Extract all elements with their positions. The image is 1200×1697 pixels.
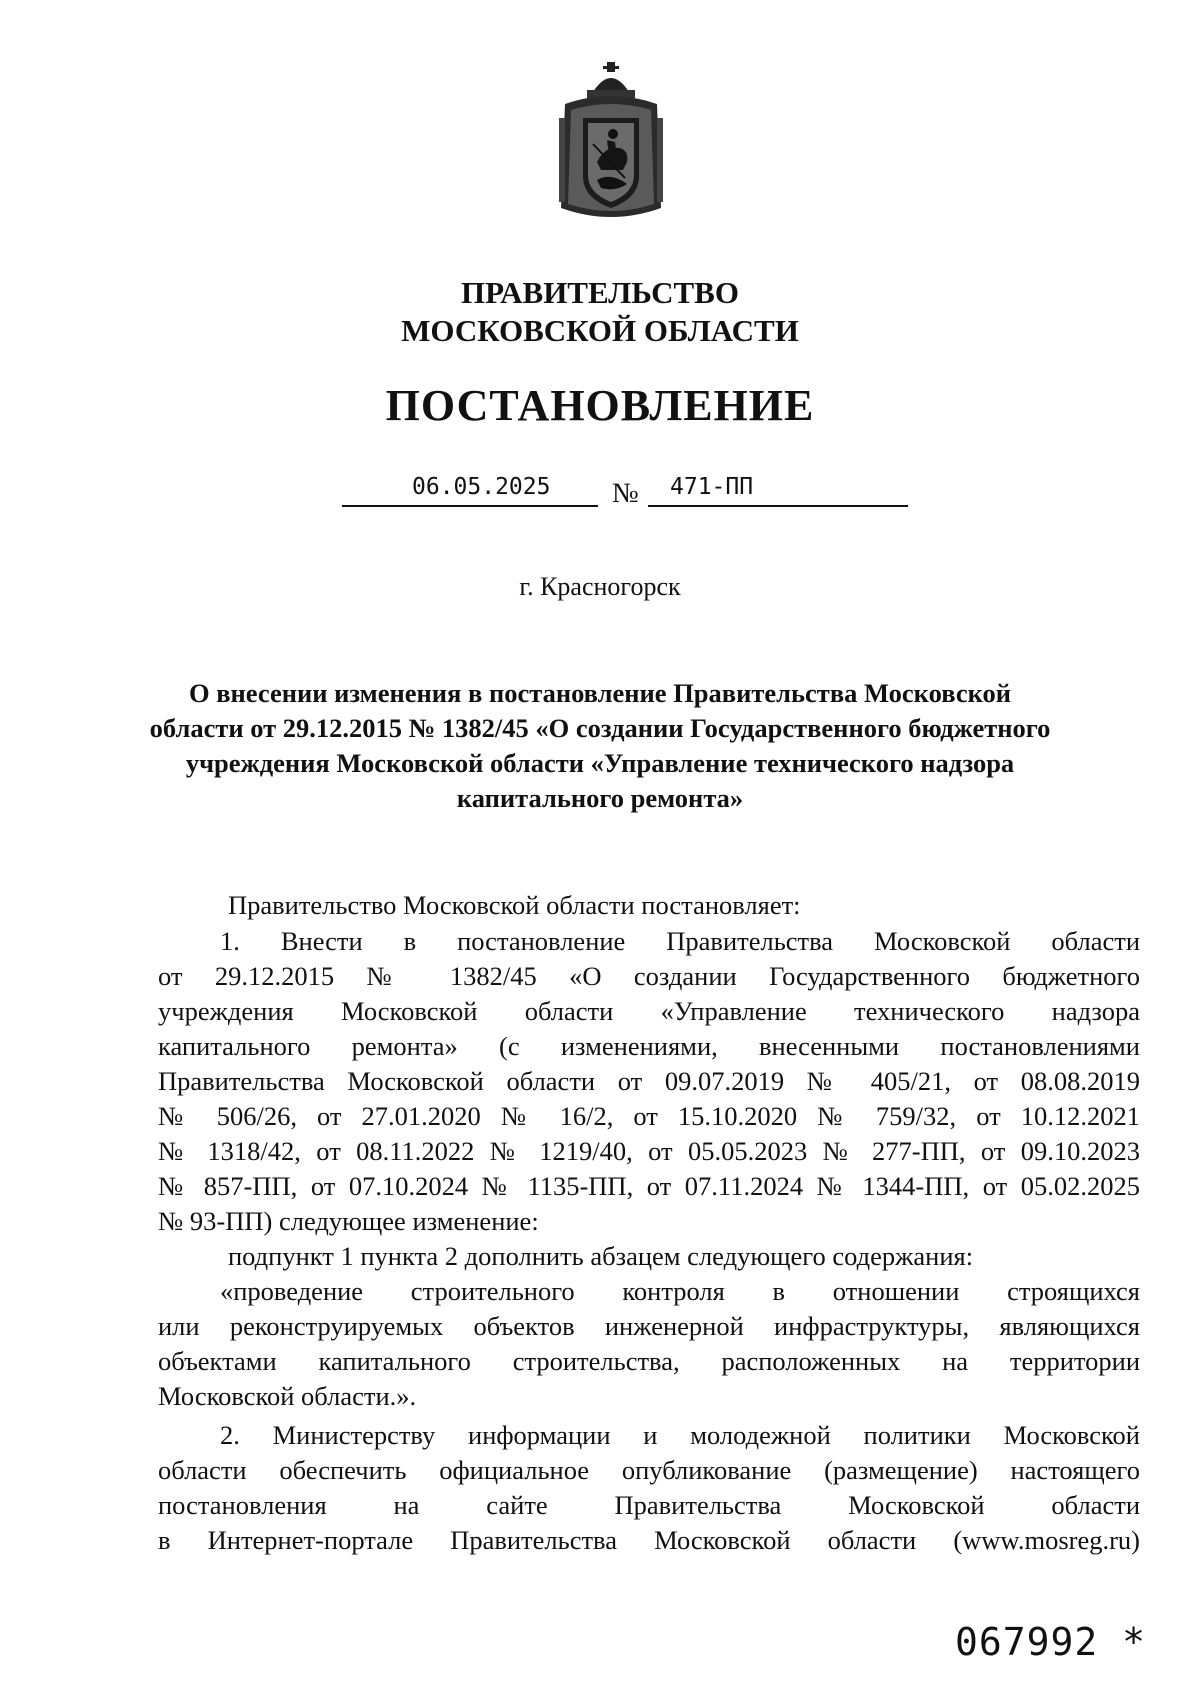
body-line: учреждения Московской области «Управление технического надзора	[158, 996, 1140, 1026]
body-line: объектами капитального строительства, расположенных на территории	[158, 1346, 1140, 1376]
city-name: г. Красногорск	[519, 572, 681, 601]
body-line: № 506/26, от 27.01.2020 № 16/2, от 15.10.2020 № 759/32, от 10.12.2021	[158, 1101, 1140, 1131]
document-number: 471-ПП	[670, 474, 754, 500]
org-name-line1: ПРАВИТЕЛЬСТВО	[461, 275, 739, 310]
body-line: «проведение строительного контроля в отношении строящихся	[220, 1276, 1140, 1306]
body-line: № 1318/42, от 08.11.2022 № 1219/40, от 05.05.2023 № 277-ПП, от 09.10.2023	[158, 1136, 1140, 1166]
number-underline	[648, 505, 908, 507]
document-title-line: учреждения Московской области «Управление технического надзора	[185, 748, 1015, 778]
body-line: № 93-ПП) следующее изменение:	[158, 1206, 539, 1236]
body-line: Московской области.».	[158, 1381, 417, 1411]
body-line: № 857-ПП, от 07.10.2024 № 1135-ПП, от 07.11.2024 № 1344-ПП, от 05.02.2025	[158, 1171, 1140, 1201]
document-title-line: О внесении изменения в постановление Правительства Московской	[188, 678, 1012, 708]
asterisk-mark: *	[1122, 1620, 1147, 1664]
body-line: в Интернет-портале Правительства Московской области (www.mosreg.ru)	[158, 1525, 1140, 1555]
document-type-heading: ПОСТАНОВЛЕНИЕ	[385, 381, 815, 430]
body-line: 1. Внести в постановление Правительства Московской области	[220, 926, 1140, 956]
body-line: Правительство Московской области постановляет:	[228, 890, 801, 920]
document-date: 06.05.2025	[412, 474, 551, 500]
document-title-line: капитального ремонта»	[456, 783, 744, 813]
body-line: области обеспечить официальное опубликование (размещение) настоящего	[158, 1455, 1140, 1485]
body-line: от 29.12.2015 № 1382/45 «О создании Государственного бюджетного	[158, 961, 1140, 991]
body-line: подпункт 1 пункта 2 дополнить абзацем следующего содержания:	[228, 1241, 974, 1271]
body-line: постановления на сайте Правительства Московской области	[158, 1490, 1140, 1520]
body-line: капитального ремонта» (с изменениями, внесенными постановлениями	[158, 1031, 1140, 1061]
date-underline	[342, 505, 598, 507]
body-line: Правительства Московской области от 09.07.2019 № 405/21, от 08.08.2019	[158, 1066, 1140, 1096]
coat-of-arms-icon	[557, 58, 665, 226]
number-sign: №	[612, 478, 639, 509]
serial-number-stamp	[955, 1620, 1146, 1664]
serial-number: 067992	[955, 1620, 1099, 1664]
org-name-line2: МОСКОВСКОЙ ОБЛАСТИ	[401, 313, 799, 348]
body-line: или реконструируемых объектов инженерной инфраструктуры, являющихся	[158, 1311, 1140, 1341]
body-line: 2. Министерству информации и молодежной политики Московской	[220, 1420, 1140, 1450]
document-title-line: области от 29.12.2015 № 1382/45 «О создании Государственного бюджетного	[149, 713, 1051, 743]
